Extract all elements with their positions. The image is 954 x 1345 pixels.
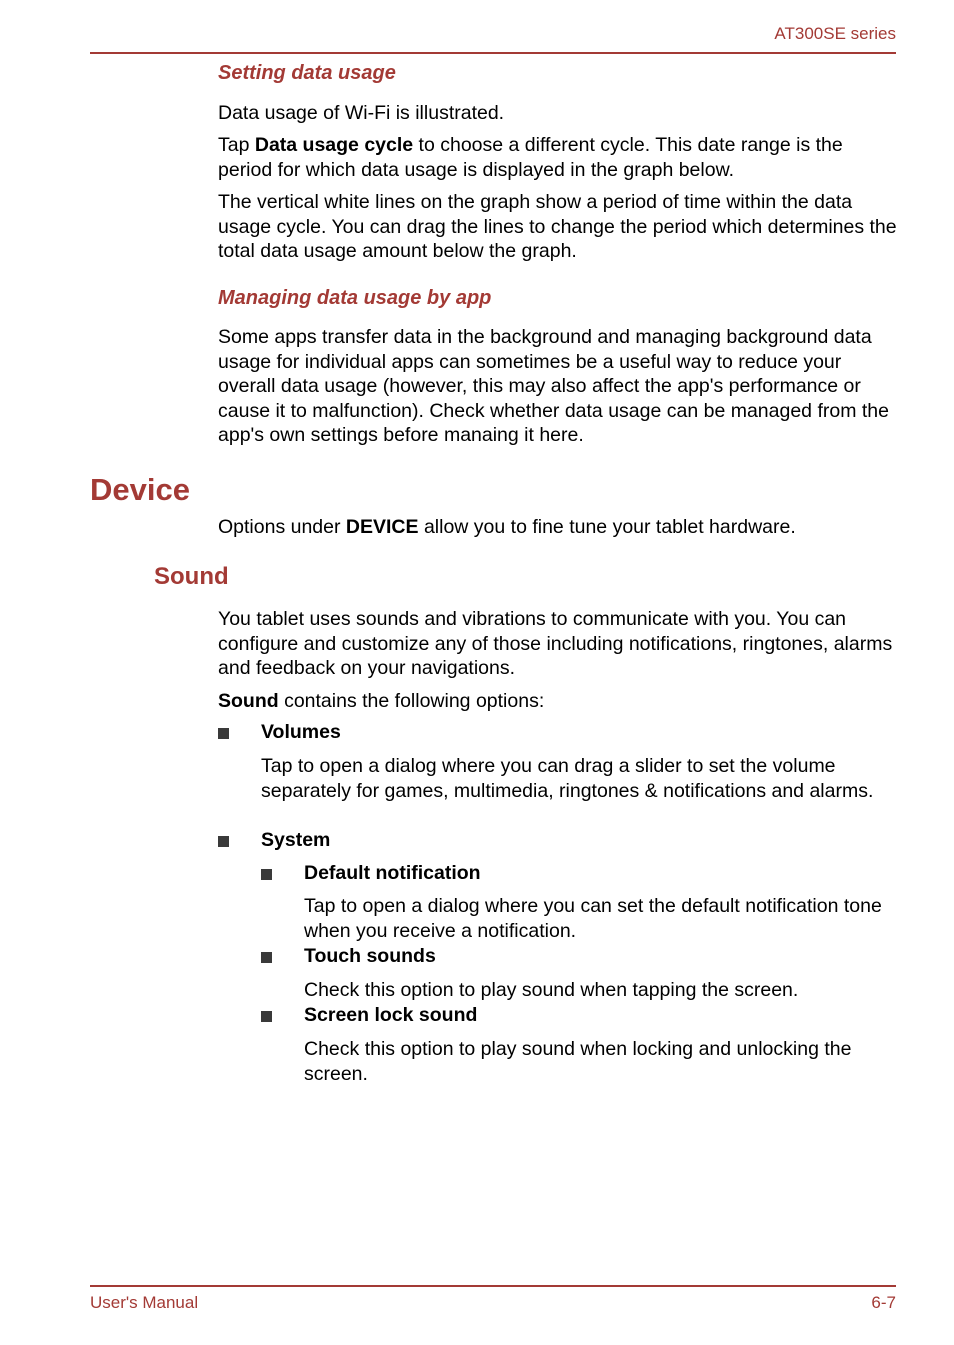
section-heading-device: Device bbox=[90, 472, 190, 507]
paragraph: Data usage of Wi-Fi is illustrated. bbox=[218, 102, 505, 124]
list-item-desc: Tap to open a dialog where you can drag a slider to set the volume separately for games, multimedia, ringtones & notifications and alarms. bbox=[261, 755, 874, 802]
bullet-square-icon bbox=[218, 836, 229, 847]
bullet-square-icon bbox=[261, 869, 272, 880]
list-item-label-volumes: Volumes bbox=[261, 721, 341, 743]
paragraph: Sound contains the following options: bbox=[218, 690, 545, 712]
footer-manual-title: User's Manual bbox=[90, 1293, 199, 1312]
list-item-desc: Tap to open a dialog where you can set the default notification tone when you receive a notification. bbox=[304, 895, 882, 942]
header-series: AT300SE series bbox=[774, 24, 896, 43]
header-rule bbox=[90, 52, 896, 54]
footer-rule bbox=[90, 1285, 896, 1287]
list-item-label-touch-sounds: Touch sounds bbox=[304, 945, 436, 967]
bullet-square-icon bbox=[261, 952, 272, 963]
list-item-label-screen-lock-sound: Screen lock sound bbox=[304, 1004, 478, 1026]
subheading-setting-data-usage: Setting data usage bbox=[218, 62, 396, 84]
paragraph: The vertical white lines on the graph show a period of time within the data usage cycle. You can drag the lines to change the period which determines the total data usage amount below the graph. bbox=[218, 191, 897, 262]
paragraph: Options under DEVICE allow you to fine tune your tablet hardware. bbox=[218, 516, 796, 538]
list-item-desc: Check this option to play sound when tapping the screen. bbox=[304, 979, 799, 1001]
bullet-square-icon bbox=[261, 1011, 272, 1022]
paragraph: Some apps transfer data in the background and managing background data usage for individual apps can sometimes be a useful way to reduce your overall data usage (however, this may also affect the app's performance or cause it to malfunction). Check whether data usage can be managed from the app's own settings before manaing it here. bbox=[218, 326, 889, 446]
list-item-label-default-notification: Default notification bbox=[304, 862, 481, 884]
paragraph: Tap Data usage cycle to choose a different cycle. This date range is the period for which data usage is displayed in the graph below. bbox=[218, 134, 843, 181]
bullet-square-icon bbox=[218, 728, 229, 739]
footer-page-number: 6-7 bbox=[871, 1293, 896, 1312]
list-item-desc: Check this option to play sound when locking and unlocking the screen. bbox=[304, 1038, 852, 1085]
paragraph: You tablet uses sounds and vibrations to communicate with you. You can configure and customize any of those including notifications, ringtones, alarms and feedback on your navigations. bbox=[218, 608, 893, 679]
list-item-label-system: System bbox=[261, 829, 331, 851]
subheading-managing-data-usage: Managing data usage by app bbox=[218, 287, 492, 309]
section-heading-sound: Sound bbox=[154, 563, 229, 590]
